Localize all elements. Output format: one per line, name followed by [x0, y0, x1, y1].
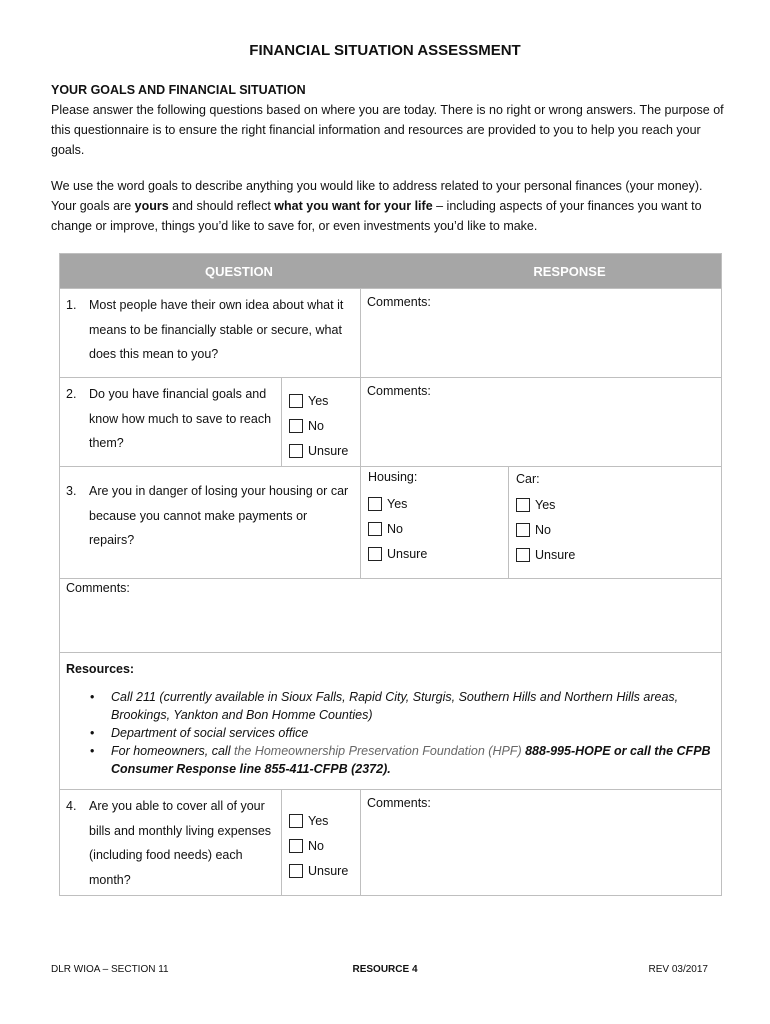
car-label: Car: — [516, 472, 540, 486]
car-unsure-label: Unsure — [535, 547, 576, 562]
resources-row — [60, 652, 721, 789]
car-unsure-checkbox[interactable] — [516, 548, 530, 562]
question-3-housing — [360, 467, 508, 578]
car-yes-label: Yes — [535, 497, 556, 512]
question-4-comments[interactable] — [360, 790, 721, 895]
car-unsure-option[interactable] — [516, 542, 715, 567]
q2-yes-option[interactable] — [289, 388, 354, 413]
question-3-number: 3. — [66, 484, 77, 498]
question-1-number: 1. — [66, 298, 77, 312]
question-1-cell — [60, 289, 360, 377]
q2-unsure-option[interactable] — [289, 438, 354, 463]
question-3-row — [60, 466, 721, 578]
header-response: RESPONSE — [533, 263, 606, 279]
question-3-comments-row — [60, 578, 721, 652]
question-3-car — [508, 467, 721, 578]
question-1-row — [60, 288, 721, 377]
question-4-cell — [60, 790, 281, 895]
q4-no-checkbox[interactable] — [289, 839, 303, 853]
housing-no-option[interactable] — [368, 516, 502, 541]
q4-unsure-option[interactable] — [289, 858, 354, 883]
question-3-text: Are you in danger of losing your housing or car because you cannot make payments or repairs? — [89, 484, 349, 547]
question-2-options — [281, 378, 360, 466]
intro-paragraph-1: Please answer the following questions based on where you are today. There is no right or wrong answers. The purpose of this questionnaire is to ensure the right financial information and resources are provided to you to help you reach your goals. — [51, 103, 724, 157]
question-4-text: Are you able to cover all of your bills and monthly living expenses (including food needs) each month? — [89, 799, 272, 887]
q2-yes-label: Yes — [308, 393, 329, 408]
resource-item-3-phones: 888-995-HOPE or call the CFPB Consumer Response line 855-411-CFPB (2372). — [111, 744, 711, 776]
page-title: FINANCIAL SITUATION ASSESSMENT — [249, 42, 521, 59]
intro-p2-text-a: We use the word goals to describe anything you would like to address related to your personal finances (your money). Your goals are — [51, 179, 703, 213]
housing-yes-checkbox[interactable] — [368, 497, 382, 511]
q4-no-label: No — [308, 838, 324, 853]
question-3-cell — [60, 467, 360, 578]
comments-label: Comments: — [367, 796, 431, 810]
resources-heading: Resources: — [66, 662, 135, 676]
housing-yes-label: Yes — [387, 496, 408, 511]
q4-yes-checkbox[interactable] — [289, 814, 303, 828]
question-1-text: Most people have their own idea about what it means to be financially stable or secure, what does this mean to you? — [89, 298, 344, 361]
q4-no-option[interactable] — [289, 833, 354, 858]
q2-no-checkbox[interactable] — [289, 419, 303, 433]
q4-unsure-checkbox[interactable] — [289, 864, 303, 878]
assessment-table — [59, 253, 722, 896]
question-1-comments[interactable] — [360, 289, 721, 377]
q2-no-label: No — [308, 418, 324, 433]
question-2-row — [60, 377, 721, 466]
car-no-checkbox[interactable] — [516, 523, 530, 537]
q2-no-option[interactable] — [289, 413, 354, 438]
footer-right: REV 03/2017 — [648, 964, 708, 975]
resource-item-3-text-a: For homeowners, call — [111, 744, 234, 758]
question-4-row — [60, 789, 721, 895]
resource-item-homeowners — [90, 742, 715, 778]
question-2-cell — [60, 378, 281, 466]
section-heading: YOUR GOALS AND FINANCIAL SITUATION — [51, 83, 306, 97]
q2-unsure-checkbox[interactable] — [289, 444, 303, 458]
comments-label: Comments: — [367, 384, 431, 398]
housing-unsure-label: Unsure — [387, 546, 428, 561]
footer-center: RESOURCE 4 — [352, 964, 418, 975]
question-4-number: 4. — [66, 799, 77, 813]
car-yes-checkbox[interactable] — [516, 498, 530, 512]
housing-label: Housing: — [368, 470, 418, 484]
comments-label: Comments: — [367, 295, 431, 309]
intro-paragraph-2 — [51, 176, 731, 236]
housing-no-checkbox[interactable] — [368, 522, 382, 536]
housing-unsure-checkbox[interactable] — [368, 547, 382, 561]
header-question: QUESTION — [205, 263, 273, 279]
intro-p2-bold-life: what you want for your life — [274, 199, 433, 213]
intro-p2-text-e: – including aspects of your finances you want to change or improve, things you’d like to save for, or even investments you’d like to make. — [51, 199, 702, 233]
car-no-option[interactable] — [516, 517, 715, 542]
question-2-comments[interactable] — [360, 378, 721, 466]
hpf-link[interactable]: the Homeownership Preservation Foundation (HPF) — [233, 744, 522, 758]
comments-label: Comments: — [66, 581, 130, 595]
q2-yes-checkbox[interactable] — [289, 394, 303, 408]
intro-p2-bold-yours: yours — [134, 199, 169, 213]
footer-left: DLR WIOA – SECTION 11 — [51, 964, 169, 975]
intro-p2-text-c: and should reflect — [168, 199, 275, 213]
housing-yes-option[interactable] — [368, 491, 502, 516]
resource-item-dss: • Department of social services office — [90, 724, 715, 742]
table-header — [60, 254, 721, 288]
q4-yes-option[interactable] — [289, 808, 354, 833]
resources-cell — [60, 653, 721, 789]
q4-yes-label: Yes — [308, 813, 329, 828]
resource-item-211: • Call 211 (currently available in Sioux Falls, Rapid City, Sturgis, Southern Hills and Northern Hills areas, Brookings, Yankton and Bon Homme Counties) — [90, 688, 715, 724]
q2-unsure-label: Unsure — [308, 443, 349, 458]
housing-unsure-option[interactable] — [368, 541, 502, 566]
question-2-text: Do you have financial goals and know how much to save to reach them? — [89, 387, 272, 450]
car-yes-option[interactable] — [516, 492, 715, 517]
question-4-options — [281, 790, 360, 895]
resources-list — [90, 688, 715, 778]
car-no-label: No — [535, 522, 551, 537]
q4-unsure-label: Unsure — [308, 863, 349, 878]
housing-no-label: No — [387, 521, 403, 536]
question-3-comments[interactable] — [60, 579, 721, 652]
question-2-number: 2. — [66, 387, 77, 401]
